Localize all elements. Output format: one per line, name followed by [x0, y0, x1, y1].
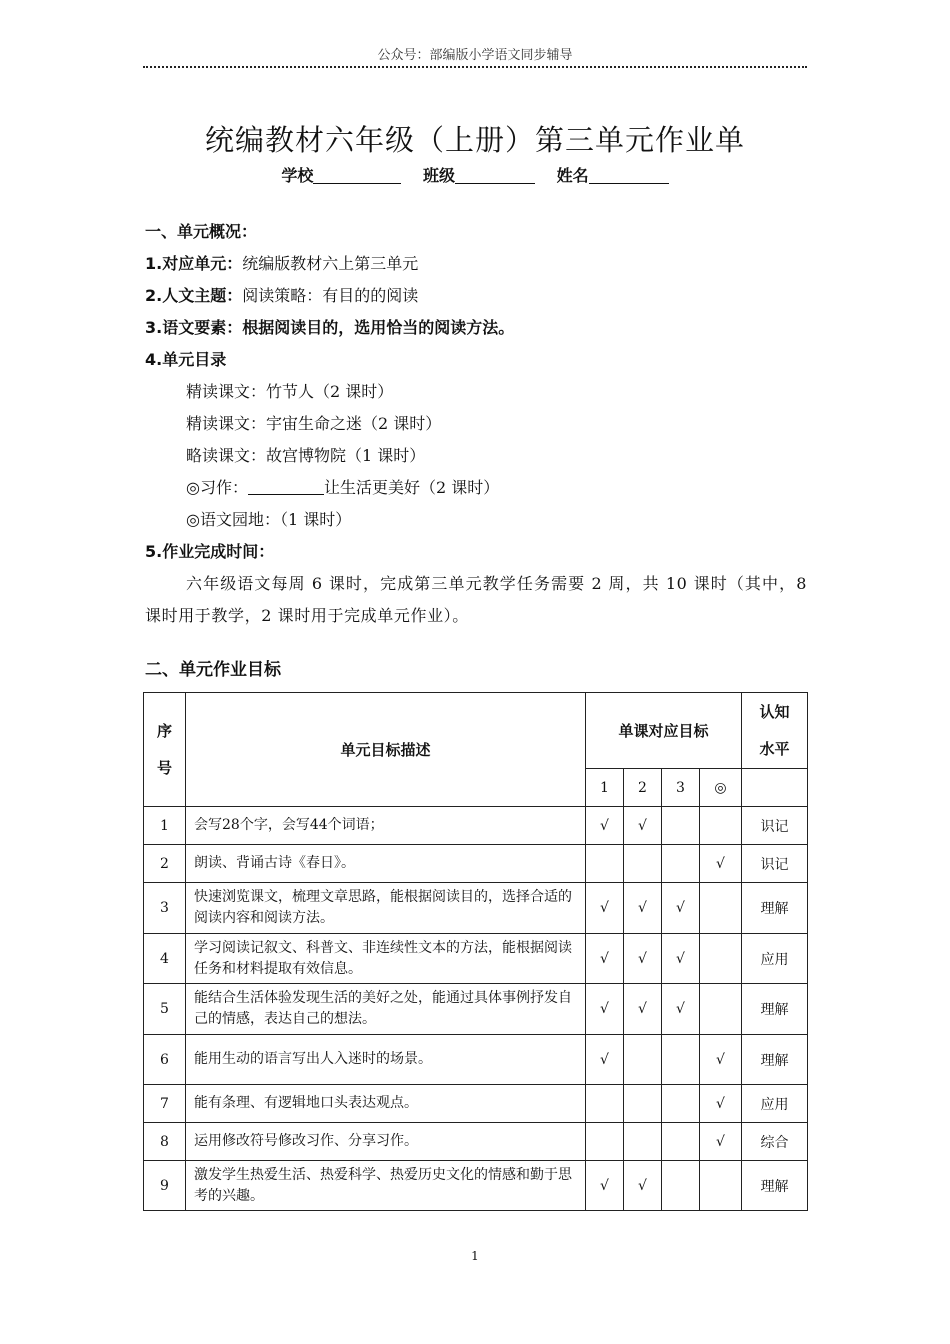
row-level: 理解 [742, 1161, 808, 1211]
row-desc: 能有条理、有逻辑地口头表达观点。 [186, 1085, 586, 1123]
school-blank[interactable] [313, 169, 401, 184]
row-check-1: √ [586, 807, 624, 845]
row-check-2 [624, 1123, 662, 1161]
overview-item-4: 4.单元目录 [145, 350, 227, 369]
header-level-1: 认知 [759, 702, 790, 721]
row-check-4: √ [700, 1035, 742, 1085]
overview-item-3 [145, 312, 807, 344]
header-target: 单课对应目标 [586, 693, 742, 769]
row-check-3 [662, 1035, 700, 1085]
row-desc: 能结合生活体验发现生活的美好之处，能通过具体事例抒发自己的情感，表达自己的想法。 [186, 984, 586, 1035]
row-no: 9 [144, 1161, 186, 1211]
row-check-2: √ [624, 883, 662, 934]
xizuo-suffix: 让生活更美好（2 课时） [323, 478, 500, 497]
row-no: 1 [144, 807, 186, 845]
table-row [144, 1161, 808, 1211]
row-desc: 朗读、背诵古诗《春日》。 [186, 845, 586, 883]
item1-value: 统编版教材六上第三单元 [242, 254, 419, 273]
header-desc: 单元目标描述 [186, 693, 586, 807]
row-check-1: √ [586, 984, 624, 1035]
row-level: 理解 [742, 984, 808, 1035]
school-label: 学校 [281, 166, 314, 185]
row-check-2: √ [624, 1161, 662, 1211]
row-no: 2 [144, 845, 186, 883]
row-level: 综合 [742, 1123, 808, 1161]
row-desc: 激发学生热爱生活、热爱科学、热爱历史文化的情感和勤于思考的兴趣。 [186, 1161, 586, 1211]
row-level: 理解 [742, 883, 808, 934]
name-label: 姓名 [556, 166, 589, 185]
row-check-2: √ [624, 807, 662, 845]
row-level: 识记 [742, 845, 808, 883]
item2-value: 阅读策略：有目的的阅读 [242, 286, 419, 305]
row-desc: 运用修改符号修改习作、分享习作。 [186, 1123, 586, 1161]
row-check-1 [586, 1085, 624, 1123]
row-check-3: √ [662, 984, 700, 1035]
row-check-3: √ [662, 934, 700, 984]
catalog-xizuo [145, 472, 807, 504]
overview-item-1 [145, 248, 807, 280]
name-blank[interactable] [589, 169, 669, 184]
header-divider [143, 66, 807, 68]
section2-heading: 二、单元作业目标 [145, 660, 281, 680]
row-no: 4 [144, 934, 186, 984]
row-check-2: √ [624, 934, 662, 984]
row-check-4 [700, 883, 742, 934]
row-check-1: √ [586, 1161, 624, 1211]
row-check-4 [700, 934, 742, 984]
row-no: 5 [144, 984, 186, 1035]
goals-table [143, 692, 808, 1211]
xizuo-blank[interactable] [248, 478, 324, 495]
row-desc: 快速浏览课文，梳理文章思路，能根据阅读目的，选择合适的阅读内容和阅读方法。 [186, 883, 586, 934]
student-info-fields [0, 163, 950, 186]
page-number: 1 [471, 1249, 479, 1263]
row-check-2 [624, 845, 662, 883]
row-check-4 [700, 1161, 742, 1211]
table-row [144, 1035, 808, 1085]
subheader-2: 2 [624, 769, 662, 807]
subheader-1: 1 [586, 769, 624, 807]
row-check-2: √ [624, 984, 662, 1035]
catalog-item: 精读课文：宇宙生命之迷（2 课时） [186, 414, 442, 433]
catalog-item: 略读课文：故宫博物院（1 课时） [186, 446, 426, 465]
row-no: 8 [144, 1123, 186, 1161]
row-check-4 [700, 984, 742, 1035]
header-seq-2: 号 [156, 758, 172, 777]
subheader-xizuo: ◎ [700, 769, 742, 807]
row-check-3 [662, 1085, 700, 1123]
row-level: 识记 [742, 807, 808, 845]
page-title: 统编教材六年级（上册）第三单元作业单 [204, 123, 745, 157]
class-blank[interactable] [455, 169, 535, 184]
class-label: 班级 [422, 166, 455, 185]
catalog-yuandi: ◎语文园地：（1 课时） [186, 510, 352, 529]
row-level: 应用 [742, 1085, 808, 1123]
page-header: 公众号：部编版小学语文同步辅导 [377, 48, 573, 63]
row-check-1: √ [586, 883, 624, 934]
header-level [742, 693, 808, 769]
row-level: 应用 [742, 934, 808, 984]
row-desc: 会写28个字，会写44个词语； [186, 807, 586, 845]
row-no: 3 [144, 883, 186, 934]
row-check-2 [624, 1035, 662, 1085]
catalog-item: 精读课文：竹节人（2 课时） [186, 382, 394, 401]
row-check-3 [662, 845, 700, 883]
overview-item-5: 5.作业完成时间： [145, 542, 275, 561]
subheader-level-empty [742, 769, 808, 807]
overview-item-2 [145, 280, 807, 312]
row-check-3 [662, 1161, 700, 1211]
row-no: 6 [144, 1035, 186, 1085]
item3-value: 根据阅读目的，选用恰当的阅读方法。 [242, 318, 515, 337]
item1-label: 1.对应单元： [145, 254, 243, 273]
header-level-2: 水平 [759, 739, 790, 758]
row-check-3 [662, 807, 700, 845]
row-check-1 [586, 845, 624, 883]
time-paragraph: 六年级语文每周 6 课时，完成第三单元教学任务需要 2 周，共 10 课时（其中，8 课时用于教学，2 课时用于完成单元作业）。 [145, 574, 807, 625]
row-check-4: √ [700, 845, 742, 883]
row-desc: 能用生动的语言写出人入迷时的场景。 [186, 1035, 586, 1085]
row-check-1 [586, 1123, 624, 1161]
row-no: 7 [144, 1085, 186, 1123]
unit-overview [145, 216, 807, 632]
row-check-3 [662, 1123, 700, 1161]
table-row [144, 934, 808, 984]
table-row [144, 883, 808, 934]
row-check-3: √ [662, 883, 700, 934]
table-row [144, 984, 808, 1035]
row-check-4 [700, 807, 742, 845]
row-check-4: √ [700, 1085, 742, 1123]
row-check-1: √ [586, 1035, 624, 1085]
xizuo-prefix: ◎习作： [186, 478, 248, 497]
item3-label: 3.语文要素： [145, 318, 243, 337]
row-level: 理解 [742, 1035, 808, 1085]
row-check-2 [624, 1085, 662, 1123]
row-desc: 学习阅读记叙文、科普文、非连续性文本的方法，能根据阅读任务和材料提取有效信息。 [186, 934, 586, 984]
table-row [144, 1123, 808, 1161]
section1-heading: 一、单元概况： [145, 222, 258, 241]
table-row [144, 845, 808, 883]
row-check-1: √ [586, 934, 624, 984]
header-seq [144, 693, 186, 807]
subheader-3: 3 [662, 769, 700, 807]
table-row [144, 807, 808, 845]
header-seq-1: 序 [156, 721, 172, 740]
table-row [144, 1085, 808, 1123]
row-check-4: √ [700, 1123, 742, 1161]
item2-label: 2.人文主题： [145, 286, 243, 305]
